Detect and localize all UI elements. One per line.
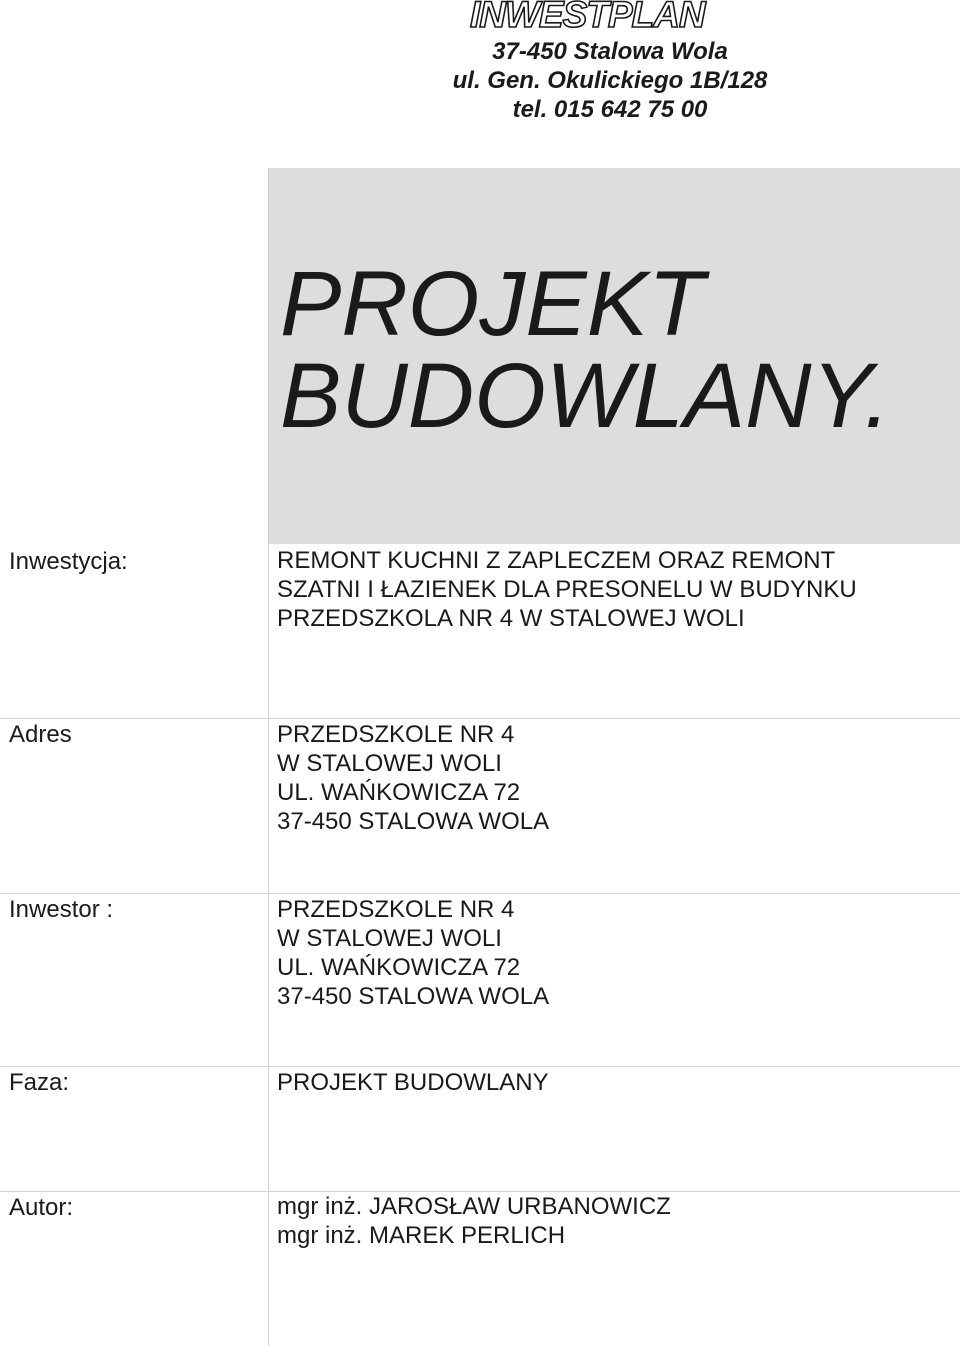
inwestor-line: PRZEDSZKOLE NR 4 bbox=[277, 896, 515, 923]
inwestycja-line: REMONT KUCHNI Z ZAPLECZEM ORAZ REMONT bbox=[277, 547, 836, 574]
inwestycja-line: PRZEDSZKOLA NR 4 W STALOWEJ WOLI bbox=[277, 605, 745, 632]
faza-value bbox=[277, 1068, 549, 1097]
inwestycja-label: Inwestycja: bbox=[9, 548, 128, 575]
inwestor-line: UL. WAŃKOWICZA 72 bbox=[277, 954, 521, 981]
inwestor-line: W STALOWEJ WOLI bbox=[277, 925, 502, 952]
column-divider bbox=[268, 168, 269, 1346]
company-logo: INWESTPLAN bbox=[470, 0, 705, 35]
adres-line: 37-450 STALOWA WOLA bbox=[277, 808, 550, 835]
autor-line: mgr inż. JAROSŁAW URBANOWICZ bbox=[277, 1193, 671, 1220]
inwestor-label: Inwestor : bbox=[9, 896, 114, 923]
document-title bbox=[280, 253, 891, 447]
autor-value bbox=[277, 1192, 671, 1250]
adres-line: UL. WAŃKOWICZA 72 bbox=[277, 779, 521, 806]
row-divider-inwestor bbox=[0, 893, 960, 894]
adres-value bbox=[277, 720, 549, 836]
inwestor-value bbox=[277, 895, 549, 1011]
row-divider-faza bbox=[0, 1066, 960, 1067]
company-phone: tel. 015 642 75 00 bbox=[512, 96, 708, 123]
faza-line: PROJEKT BUDOWLANY bbox=[277, 1069, 549, 1096]
row-divider-adres bbox=[0, 718, 960, 719]
company-street: ul. Gen. Okulickiego 1B/128 bbox=[452, 67, 768, 94]
inwestycja-value bbox=[277, 546, 857, 633]
adres-line: W STALOWEJ WOLI bbox=[277, 750, 502, 777]
company-city: 37-450 Stalowa Wola bbox=[492, 38, 728, 65]
adres-label: Adres bbox=[9, 721, 72, 748]
document-title-line-2: BUDOWLANY. bbox=[280, 345, 891, 447]
document-title-line-1: PROJEKT bbox=[280, 253, 705, 355]
autor-label: Autor: bbox=[9, 1194, 74, 1221]
faza-label: Faza: bbox=[9, 1069, 70, 1096]
adres-line: PRZEDSZKOLE NR 4 bbox=[277, 721, 515, 748]
inwestycja-line: SZATNI I ŁAZIENEK DLA PRESONELU W BUDYNKU bbox=[277, 576, 857, 603]
autor-line: mgr inż. MAREK PERLICH bbox=[277, 1222, 566, 1249]
inwestor-line: 37-450 STALOWA WOLA bbox=[277, 983, 550, 1010]
